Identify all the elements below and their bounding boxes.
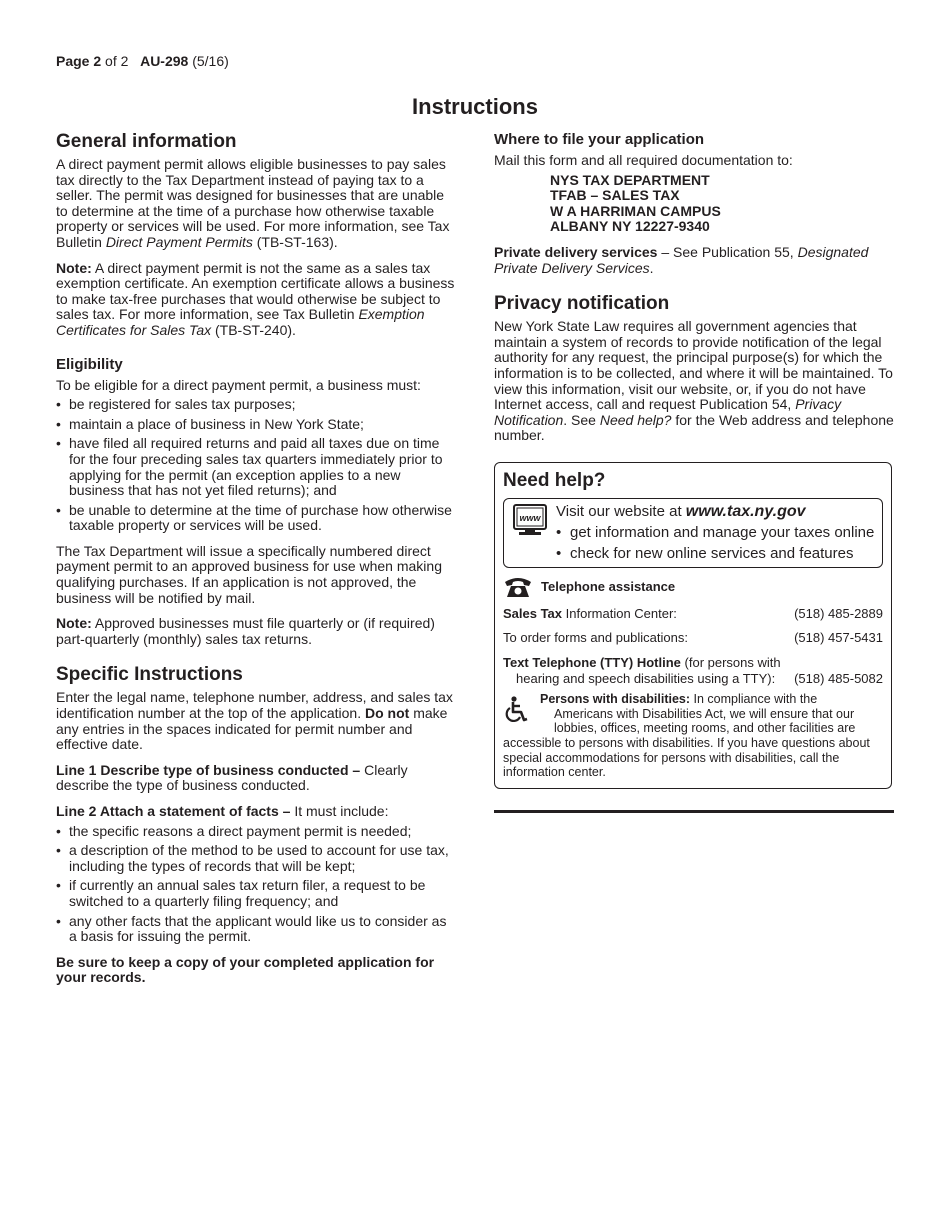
specific-emphasis: Do not: [364, 705, 410, 722]
list-item: • be unable to determine at the time of purchase how otherwise taxable property or services will be used.: [56, 503, 456, 534]
forms-label: To order forms and publications:: [503, 629, 688, 645]
sales-tax-row: [503, 606, 883, 622]
website-label: Visit our website at: [556, 502, 686, 520]
statement-list: [56, 824, 456, 945]
specific-text: Enter the legal name, telephone number, address, and sales tax identification number at the top of the application.: [56, 689, 453, 722]
computer-icon: [513, 504, 547, 538]
form-number: AU-298: [140, 53, 189, 69]
where-intro: Mail this form and all required documentation to:: [494, 152, 793, 168]
eligibility-paragraph: The Tax Department will issue a specifically numbered direct payment permit to an approved business for use when making qualifying purchases. If an application is not approved, the business will be notified by mail.: [56, 542, 442, 606]
list-item: • be registered for sales tax purposes;: [56, 397, 456, 413]
sales-tax-phone: (518) 485-2889: [794, 605, 883, 621]
access-rest: accessible to persons with disabilities. If you have questions about special accommodations for persons with disabilities, call the information center.: [503, 736, 870, 780]
website-list: [556, 522, 874, 564]
access-line2: Americans with Disabilities Act, we will ensure that our: [554, 706, 855, 721]
private-delivery-end: .: [649, 259, 654, 276]
list-item: • get information and manage your taxes online: [556, 522, 874, 543]
private-delivery: [494, 245, 894, 276]
line2-instruction: [56, 804, 456, 820]
list-item: • the specific reasons a direct payment permit is needed;: [56, 824, 456, 840]
tty-row: [503, 671, 883, 687]
line2-label: Line 2 Attach a statement of facts –: [56, 803, 291, 819]
section-divider: [494, 810, 894, 813]
access-text: In compliance with the: [690, 692, 818, 707]
tty-label: [503, 655, 883, 671]
private-delivery-label: Private delivery services: [494, 243, 658, 260]
privacy-publication: Privacy Notification: [494, 396, 842, 428]
line1-label: Line 1 Describe type of business conducted –: [56, 761, 361, 778]
left-column: [56, 130, 456, 986]
specific-heading: Specific Instructions: [56, 664, 243, 686]
privacy-text-see: . See: [563, 411, 600, 428]
note-text: Approved businesses must file quarterly or (if required) part-quarterly (monthly) sales tax returns.: [56, 615, 435, 647]
privacy-text: New York State Law requires all government agencies that maintain a system of records to provide notification of the legal authority for any request, the principal purpose(s) for which the information is to be collected, and where it will be maintained. To view this information, visit our website, or, if you do not have Internet access, call and request Publication 54,: [494, 318, 893, 413]
telephone-assistance: [503, 576, 883, 598]
list-item: • maintain a place of business in New York State;: [56, 417, 456, 433]
telephone-heading: Telephone assistance: [541, 579, 676, 595]
right-column: [494, 130, 894, 789]
address-line: TFAB – SALES TAX: [550, 187, 680, 204]
tty-bold: Text Telephone (TTY) Hotline: [503, 655, 681, 671]
page-title: Instructions: [412, 94, 538, 119]
general-note: [56, 261, 456, 339]
access-bold: Persons with disabilities:: [540, 692, 691, 707]
sales-tax-text: Information Center:: [562, 605, 677, 621]
list-item: • any other facts that the applicant would like us to consider as a basis for issuing the permit.: [56, 914, 456, 945]
tty-text: (for persons with: [680, 655, 781, 671]
address-line: W A HARRIMAN CAMPUS: [550, 202, 721, 219]
page-number: 2: [93, 53, 102, 69]
need-help-box: [494, 462, 892, 789]
page-of: of 2: [105, 53, 129, 69]
line1-text: Clearly describe the type of business conducted.: [56, 761, 408, 794]
note-label: Note:: [56, 259, 92, 276]
general-paragraph: [56, 157, 456, 251]
general-bulletin-title: Direct Payment Permits: [105, 233, 253, 250]
website-link[interactable]: www.tax.ny.gov: [685, 502, 806, 520]
line2-text: It must include:: [290, 803, 389, 819]
eligibility-note: [56, 616, 456, 647]
privacy-heading: Privacy notification: [494, 293, 670, 315]
sales-tax-bold: Sales Tax: [503, 605, 563, 621]
wheelchair-icon: [503, 696, 531, 724]
tty-phone: (518) 485-5082: [794, 670, 883, 686]
note-bulletin-title: Exemption Certificates for Sales Tax: [56, 306, 425, 338]
note-label: Note:: [56, 615, 92, 632]
line1-instruction: [56, 763, 456, 794]
forms-row: [503, 630, 883, 646]
private-delivery-text: – See Publication 55,: [657, 243, 798, 260]
note-bulletin-code: (TB-ST-240).: [211, 321, 296, 338]
tty-text-second: hearing and speech disabilities using a TTY):: [516, 670, 776, 686]
general-heading: General information: [56, 131, 237, 152]
list-item: • if currently an annual sales tax return filer, a request to be switched to a quarterly filing frequency; and: [56, 878, 456, 909]
mailing-address: [550, 173, 894, 235]
general-text: A direct payment permit allows eligible businesses to pay sales tax directly to the Tax Department instead of paying tax to a seller. The permit was designed for businesses that are unable to determine at the time of a purchase how otherwise taxable property or services will be used. For more information, see Tax Bulletin: [56, 156, 450, 250]
general-bulletin-code: (TB-ST-163).: [252, 233, 338, 250]
accessibility-block: [503, 692, 883, 780]
website-box: [503, 498, 883, 568]
privacy-text-end: for the Web address and telephone number.: [494, 411, 894, 444]
specific-text-end: make any entries in the spaces indicated for permit number and effective date.: [56, 705, 448, 753]
website-text: [556, 501, 874, 564]
private-delivery-publication: Designated Private Delivery Services: [494, 243, 869, 276]
eligibility-list: [56, 397, 456, 534]
list-item: • have filed all required returns and paid all taxes due on time for the four preceding sales tax quarters immediately prior to applying for the permit (an exception applies to a new business that has not yet filed returns); and: [56, 436, 456, 498]
privacy-paragraph: [494, 319, 894, 444]
telephone-icon: [503, 576, 533, 598]
form-revision: (5/16): [192, 53, 229, 69]
note-text: A direct payment permit is not the same as a sales tax exemption certificate. An exemption certificate allows a business to make tax-free purchases that would otherwise be subject to sales tax. For more information, see Tax Bulletin: [56, 259, 455, 323]
list-item: • a description of the method to be used to account for use tax, including the types of records that will be kept;: [56, 843, 456, 874]
need-help-heading: Need help?: [503, 469, 606, 491]
closing-reminder: Be sure to keep a copy of your completed application for your records.: [56, 953, 435, 986]
address-line: ALBANY NY 12227-9340: [550, 218, 710, 235]
eligibility-intro: To be eligible for a direct payment permit, a business must:: [56, 376, 421, 393]
list-item: • check for new online services and features: [556, 543, 874, 564]
page-header: [56, 53, 229, 69]
eligibility-heading: Eligibility: [56, 355, 123, 373]
privacy-help-ref: Need help?: [599, 411, 672, 428]
www-icon-text: www: [519, 512, 541, 523]
access-line1: [503, 692, 883, 707]
address-line: NYS TAX DEPARTMENT: [550, 171, 710, 188]
specific-paragraph: [56, 690, 456, 752]
sales-tax-label: [503, 606, 677, 622]
page-label: Page: [56, 53, 90, 69]
where-heading: Where to file your application: [494, 131, 705, 148]
forms-phone: (518) 457-5431: [794, 629, 883, 645]
access-line3: lobbies, offices, meeting rooms, and other facilities are: [554, 721, 856, 736]
